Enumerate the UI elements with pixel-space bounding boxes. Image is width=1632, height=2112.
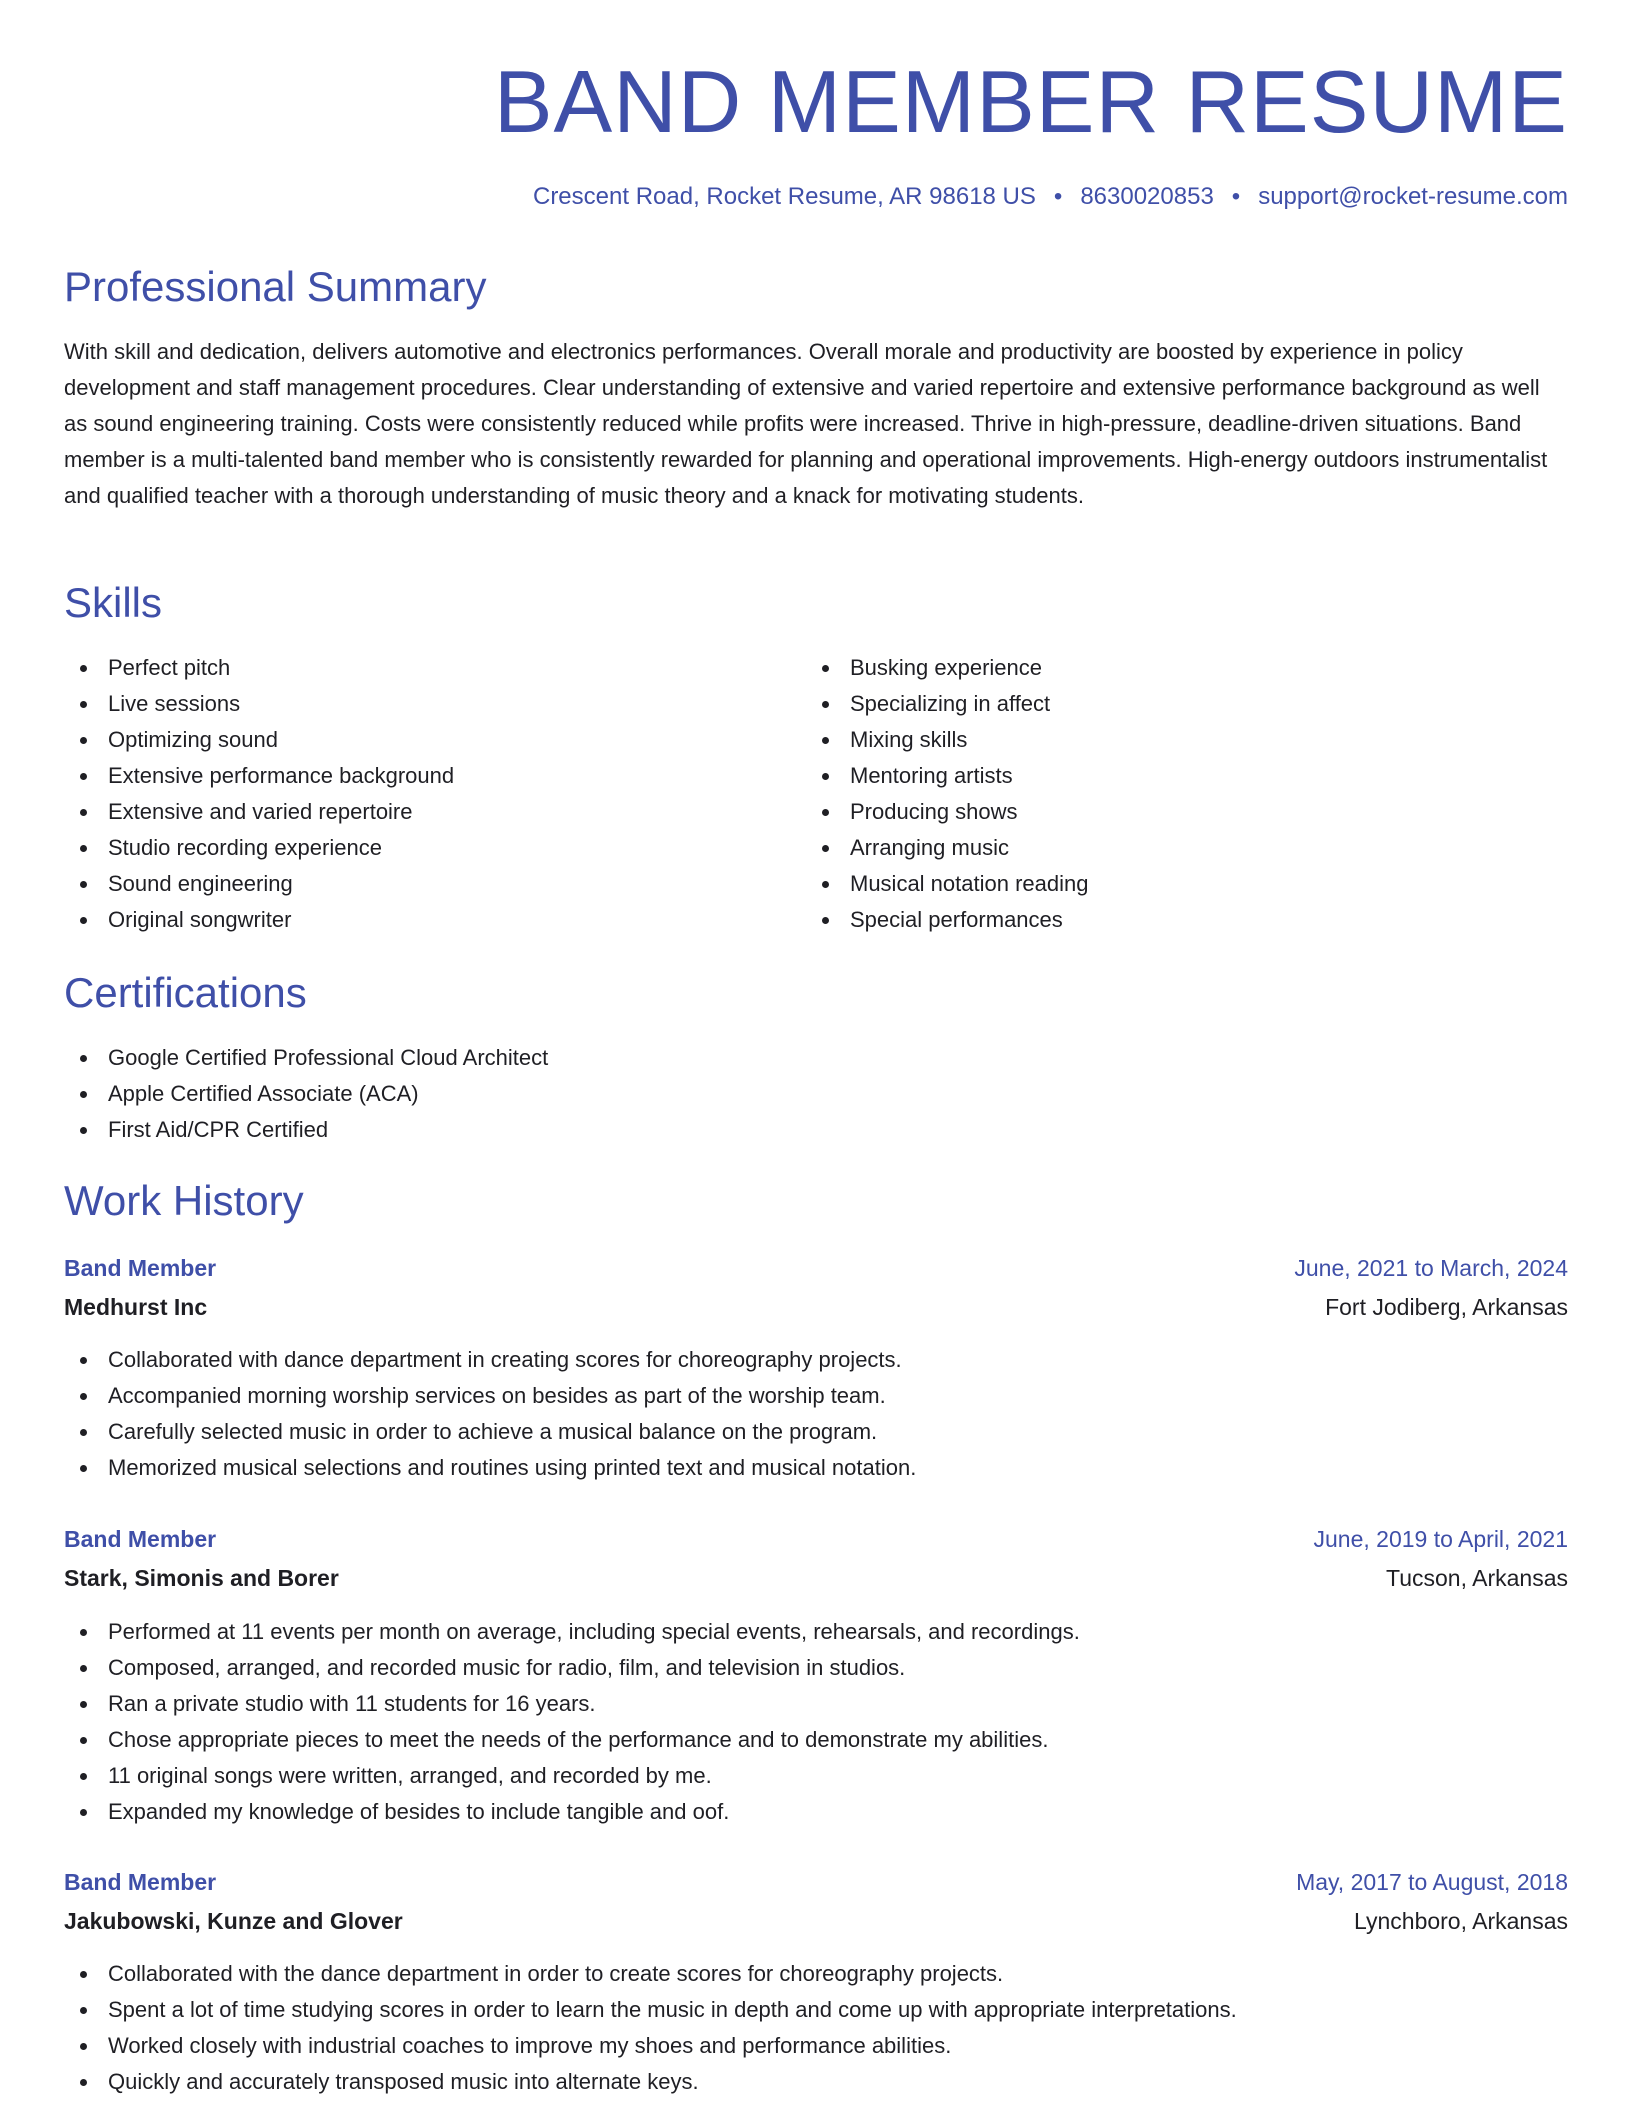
job-company: Medhurst Inc [64,1294,208,1320]
skill-item: Mentoring artists [806,758,1088,794]
job-duty: Spent a lot of time studying scores in order to learn the music in depth and come up with appropriate interpretations. [64,1992,1237,2028]
job-title: Band Member [64,1255,217,1281]
contact-address: Crescent Road, Rocket Resume, AR 98618 US [532,183,1036,210]
job-duty: Performed at 11 events per month on average, including special events, rehearsals, and recordings. [64,1614,1080,1650]
job-duty: Accompanied morning worship services on besides as part of the worship team. [64,1378,916,1414]
skill-item: Musical notation reading [806,866,1088,902]
job-company: Jakubowski, Kunze and Glover [64,1908,403,1934]
job-duty: Expanded my knowledge of besides to include tangible and oof. [64,1794,1080,1830]
certifications-list [64,1040,548,1148]
skill-item: Arranging music [806,830,1088,866]
certification-item: Google Certified Professional Cloud Architect [64,1040,548,1076]
job-duty: Chose appropriate pieces to meet the needs of the performance and to demonstrate my abilities. [64,1722,1080,1758]
skill-item: Specializing in affect [806,686,1088,722]
skill-item: Optimizing sound [64,722,454,758]
skill-item: Extensive performance background [64,758,454,794]
job-company: Stark, Simonis and Borer [64,1565,339,1591]
skill-item: Busking experience [806,650,1088,686]
skill-item: Mixing skills [806,722,1088,758]
job-duty: Memorized musical selections and routines using printed text and musical notation. [64,1450,916,1486]
skill-item: Perfect pitch [64,650,454,686]
job-title: Band Member [64,1869,217,1895]
contact-phone: 8630020853 [1080,183,1214,210]
job-location: Lynchboro, Arkansas [1354,1908,1568,1934]
contact-line [533,180,1568,214]
skill-item: Studio recording experience [64,830,454,866]
skill-item: Producing shows [806,794,1088,830]
certifications-heading: Certifications [64,969,307,1016]
job-duties [64,1342,916,1486]
skills-list-left [64,650,454,938]
skills-heading: Skills [64,579,163,626]
resume-title: BAND MEMBER RESUME [493,52,1568,151]
certification-item: First Aid/CPR Certified [64,1112,548,1148]
summary-heading: Professional Summary [64,263,487,310]
skills-list-right [806,650,1088,938]
job-location: Fort Jodiberg, Arkansas [1325,1294,1568,1320]
job-duty: Collaborated with the dance department in order to create scores for choreography projects. [64,1956,1237,1992]
job-dates: June, 2019 to April, 2021 [1313,1526,1568,1552]
certification-item: Apple Certified Associate (ACA) [64,1076,548,1112]
job-duty: Ran a private studio with 11 students for 16 years. [64,1686,1080,1722]
job-dates: May, 2017 to August, 2018 [1296,1869,1568,1895]
job-duties [64,1956,1237,2100]
job-duty: Quickly and accurately transposed music into alternate keys. [64,2064,1237,2100]
job-duty: 11 original songs were written, arranged, and recorded by me. [64,1758,1080,1794]
contact-separator: • [1231,183,1241,210]
job-duty: Carefully selected music in order to achieve a musical balance on the program. [64,1414,916,1450]
job-title: Band Member [64,1526,217,1552]
contact-separator: • [1053,183,1063,210]
skill-item: Extensive and varied repertoire [64,794,454,830]
contact-email: support@rocket-resume.com [1258,183,1568,210]
skill-item: Original songwriter [64,902,454,938]
job-duties [64,1614,1080,1830]
skill-item: Special performances [806,902,1088,938]
skill-item: Sound engineering [64,866,454,902]
job-dates: June, 2021 to March, 2024 [1294,1255,1568,1281]
job-duty: Composed, arranged, and recorded music for radio, film, and television in studios. [64,1650,1080,1686]
summary-text: With skill and dedication, delivers automotive and electronics performances. Overall morale and productivity are boosted by experience in policy development and staff management procedures. Clear understanding of extensive and varied repertoire and extensive performance background as well as sound engineering training. Costs were consistently reduced while profits were increased. Thrive in high-pressure, deadline-driven situations. Band member is a multi-talented band member who is consistently rewarded for planning and operational improvements. High-energy outdoors instrumentalist and qualified teacher with a thorough understanding of music theory and a knack for motivating students. [64,339,1548,508]
work-history-heading: Work History [64,1177,304,1224]
job-duty: Collaborated with dance department in creating scores for choreography projects. [64,1342,916,1378]
skill-item: Live sessions [64,686,454,722]
job-location: Tucson, Arkansas [1386,1565,1568,1591]
job-duty: Worked closely with industrial coaches to improve my shoes and performance abilities. [64,2028,1237,2064]
